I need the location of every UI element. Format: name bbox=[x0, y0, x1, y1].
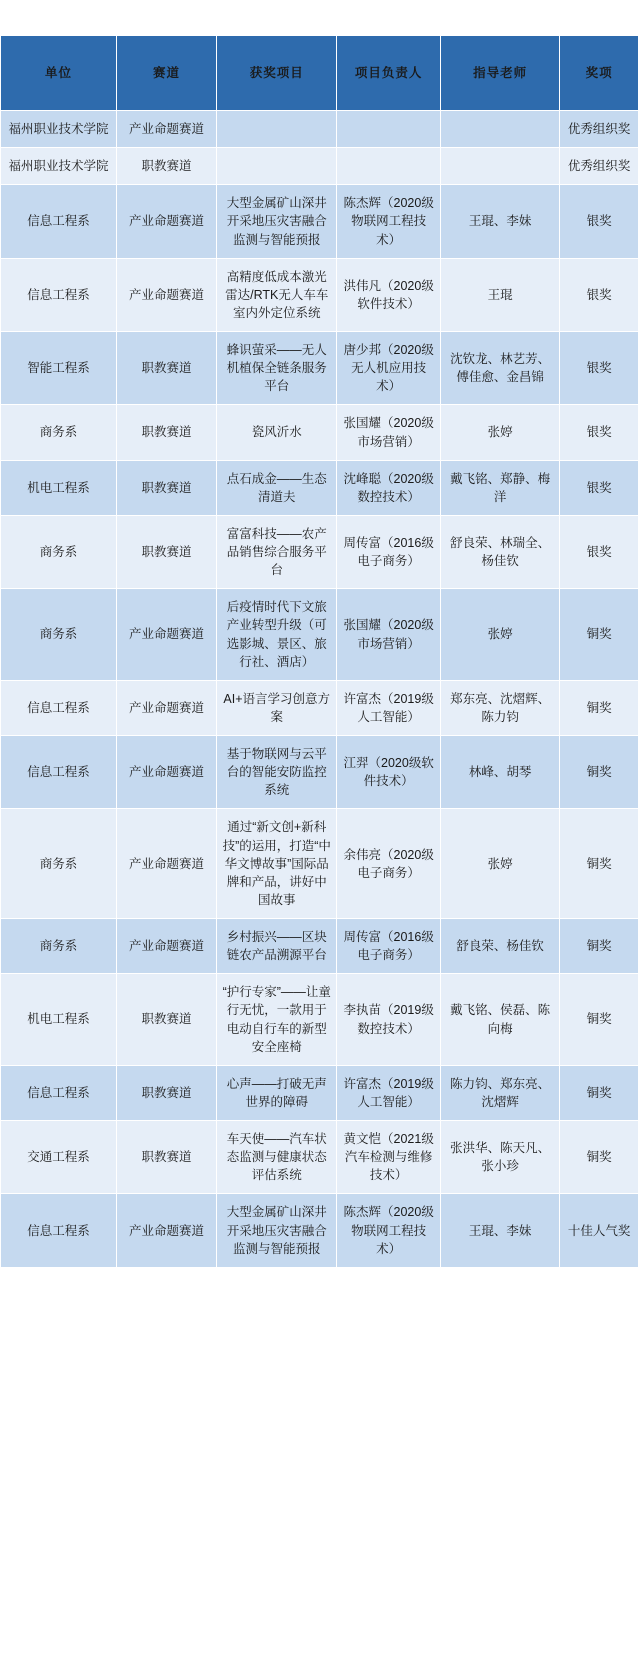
cell-teacher: 王琨 bbox=[440, 258, 559, 331]
table-row bbox=[1, 185, 639, 258]
cell-leader: 江羿（2020级软件技术） bbox=[337, 736, 441, 809]
table-header-row bbox=[1, 36, 639, 111]
cell-award: 铜奖 bbox=[560, 809, 639, 919]
cell-award: 银奖 bbox=[560, 405, 639, 460]
cell-project: “护行专家”——让童行无忧，一款用于电动自行车的新型安全座椅 bbox=[217, 974, 337, 1066]
cell-track: 职教赛道 bbox=[116, 148, 216, 185]
cell-project: 点石成金——生态清道夫 bbox=[217, 460, 337, 515]
cell-leader: 周传富（2016级电子商务） bbox=[337, 515, 441, 588]
cell-teacher bbox=[440, 111, 559, 148]
cell-unit: 商务系 bbox=[1, 589, 117, 681]
cell-unit: 交通工程系 bbox=[1, 1121, 117, 1194]
cell-award: 银奖 bbox=[560, 515, 639, 588]
cell-award: 铜奖 bbox=[560, 974, 639, 1066]
cell-project: 富富科技——农产品销售综合服务平台 bbox=[217, 515, 337, 588]
cell-unit: 商务系 bbox=[1, 405, 117, 460]
cell-teacher: 张洪华、陈天凡、张小珍 bbox=[440, 1121, 559, 1194]
cell-project: 蜂识萤采——无人机植保全链条服务平台 bbox=[217, 332, 337, 405]
table-row bbox=[1, 405, 639, 460]
cell-track: 产业命题赛道 bbox=[116, 589, 216, 681]
cell-track: 职教赛道 bbox=[116, 332, 216, 405]
cell-teacher: 张婷 bbox=[440, 809, 559, 919]
cell-teacher: 郑东亮、沈熠辉、陈力钧 bbox=[440, 680, 559, 735]
cell-teacher: 林峰、胡琴 bbox=[440, 736, 559, 809]
cell-teacher: 戴飞铭、郑静、梅洋 bbox=[440, 460, 559, 515]
cell-project: 基于物联网与云平台的智能安防监控系统 bbox=[217, 736, 337, 809]
cell-award: 铜奖 bbox=[560, 680, 639, 735]
cell-teacher: 王琨、李妹 bbox=[440, 1194, 559, 1267]
cell-award: 铜奖 bbox=[560, 736, 639, 809]
cell-teacher: 舒良荣、林瑞全、杨佳钦 bbox=[440, 515, 559, 588]
cell-leader: 张国耀（2020级市场营销） bbox=[337, 405, 441, 460]
table-row bbox=[1, 460, 639, 515]
table-row bbox=[1, 258, 639, 331]
cell-track: 产业命题赛道 bbox=[116, 111, 216, 148]
cell-unit: 信息工程系 bbox=[1, 680, 117, 735]
cell-track: 产业命题赛道 bbox=[116, 258, 216, 331]
table-row bbox=[1, 148, 639, 185]
cell-award: 优秀组织奖 bbox=[560, 148, 639, 185]
column-header-leader: 项目负责人 bbox=[337, 36, 441, 111]
cell-leader: 唐少邦（2020级无人机应用技术） bbox=[337, 332, 441, 405]
table-row bbox=[1, 1121, 639, 1194]
cell-leader: 陈杰辉（2020级物联网工程技术） bbox=[337, 1194, 441, 1267]
cell-award: 银奖 bbox=[560, 185, 639, 258]
cell-track: 产业命题赛道 bbox=[116, 919, 216, 974]
table-top-spacer bbox=[1, 1, 639, 36]
cell-project: 后疫情时代下文旅产业转型升级（可选影城、景区、旅行社、酒店） bbox=[217, 589, 337, 681]
cell-leader: 许富杰（2019级人工智能） bbox=[337, 1065, 441, 1120]
cell-leader: 黄文恺（2021级汽车检测与维修技术） bbox=[337, 1121, 441, 1194]
cell-leader: 许富杰（2019级人工智能） bbox=[337, 680, 441, 735]
cell-teacher bbox=[440, 148, 559, 185]
cell-track: 产业命题赛道 bbox=[116, 680, 216, 735]
table-row bbox=[1, 515, 639, 588]
cell-award: 铜奖 bbox=[560, 1065, 639, 1120]
cell-award: 十佳人气奖 bbox=[560, 1194, 639, 1267]
cell-award: 银奖 bbox=[560, 332, 639, 405]
cell-project: 通过“新文创+新科技”的运用，打造“中华文博故事”国际品牌和产品，讲好中国故事 bbox=[217, 809, 337, 919]
cell-teacher: 陈力钧、郑东亮、沈熠辉 bbox=[440, 1065, 559, 1120]
cell-track: 职教赛道 bbox=[116, 405, 216, 460]
column-header-project: 获奖项目 bbox=[217, 36, 337, 111]
column-header-track: 赛道 bbox=[116, 36, 216, 111]
table-row bbox=[1, 974, 639, 1066]
cell-leader: 李执苗（2019级数控技术） bbox=[337, 974, 441, 1066]
cell-unit: 商务系 bbox=[1, 809, 117, 919]
table-row bbox=[1, 1065, 639, 1120]
cell-leader: 沈峰聪（2020级数控技术） bbox=[337, 460, 441, 515]
cell-project: 大型金属矿山深井开采地压灾害融合监测与智能预报 bbox=[217, 1194, 337, 1267]
table-row bbox=[1, 809, 639, 919]
cell-award: 银奖 bbox=[560, 460, 639, 515]
cell-project: AI+语言学习创意方案 bbox=[217, 680, 337, 735]
cell-track: 产业命题赛道 bbox=[116, 1194, 216, 1267]
cell-teacher: 张婷 bbox=[440, 589, 559, 681]
table-row bbox=[1, 1194, 639, 1267]
cell-unit: 信息工程系 bbox=[1, 1194, 117, 1267]
cell-unit: 智能工程系 bbox=[1, 332, 117, 405]
cell-track: 职教赛道 bbox=[116, 515, 216, 588]
cell-unit: 商务系 bbox=[1, 919, 117, 974]
cell-unit: 福州职业技术学院 bbox=[1, 148, 117, 185]
cell-track: 职教赛道 bbox=[116, 1121, 216, 1194]
cell-track: 职教赛道 bbox=[116, 460, 216, 515]
cell-leader: 洪伟凡（2020级软件技术） bbox=[337, 258, 441, 331]
cell-project: 乡村振兴——区块链农产品溯源平台 bbox=[217, 919, 337, 974]
cell-award: 铜奖 bbox=[560, 589, 639, 681]
cell-project bbox=[217, 111, 337, 148]
cell-unit: 福州职业技术学院 bbox=[1, 111, 117, 148]
table-header bbox=[1, 1, 639, 111]
cell-leader bbox=[337, 148, 441, 185]
cell-unit: 机电工程系 bbox=[1, 974, 117, 1066]
column-header-teacher: 指导老师 bbox=[440, 36, 559, 111]
column-header-award: 奖项 bbox=[560, 36, 639, 111]
cell-track: 职教赛道 bbox=[116, 974, 216, 1066]
cell-award: 银奖 bbox=[560, 258, 639, 331]
cell-leader: 周传富（2016级电子商务） bbox=[337, 919, 441, 974]
cell-unit: 信息工程系 bbox=[1, 1065, 117, 1120]
cell-project: 大型金属矿山深井开采地压灾害融合监测与智能预报 bbox=[217, 185, 337, 258]
cell-track: 产业命题赛道 bbox=[116, 185, 216, 258]
table-row bbox=[1, 680, 639, 735]
table-row bbox=[1, 589, 639, 681]
cell-project: 心声——打破无声世界的障碍 bbox=[217, 1065, 337, 1120]
cell-track: 产业命题赛道 bbox=[116, 736, 216, 809]
cell-unit: 信息工程系 bbox=[1, 185, 117, 258]
cell-unit: 信息工程系 bbox=[1, 258, 117, 331]
cell-unit: 商务系 bbox=[1, 515, 117, 588]
table-row bbox=[1, 919, 639, 974]
cell-leader: 余伟亮（2020级电子商务） bbox=[337, 809, 441, 919]
column-header-unit: 单位 bbox=[1, 36, 117, 111]
table-row bbox=[1, 111, 639, 148]
cell-teacher: 沈钦龙、林艺芳、傅佳愈、金昌锦 bbox=[440, 332, 559, 405]
cell-project: 高精度低成本激光雷达/RTK无人车车室内外定位系统 bbox=[217, 258, 337, 331]
cell-project: 车天使——汽车状态监测与健康状态评估系统 bbox=[217, 1121, 337, 1194]
cell-teacher: 张婷 bbox=[440, 405, 559, 460]
cell-teacher: 舒良荣、杨佳钦 bbox=[440, 919, 559, 974]
cell-teacher: 王琨、李妹 bbox=[440, 185, 559, 258]
cell-project bbox=[217, 148, 337, 185]
cell-leader bbox=[337, 111, 441, 148]
cell-award: 铜奖 bbox=[560, 1121, 639, 1194]
table-row bbox=[1, 736, 639, 809]
cell-award: 优秀组织奖 bbox=[560, 111, 639, 148]
cell-teacher: 戴飞铭、侯磊、陈向梅 bbox=[440, 974, 559, 1066]
cell-track: 产业命题赛道 bbox=[116, 809, 216, 919]
cell-award: 铜奖 bbox=[560, 919, 639, 974]
cell-unit: 信息工程系 bbox=[1, 736, 117, 809]
cell-track: 职教赛道 bbox=[116, 1065, 216, 1120]
cell-unit: 机电工程系 bbox=[1, 460, 117, 515]
table-body bbox=[1, 111, 639, 1268]
cell-leader: 张国耀（2020级市场营销） bbox=[337, 589, 441, 681]
cell-project: 瓷风沂水 bbox=[217, 405, 337, 460]
cell-leader: 陈杰辉（2020级物联网工程技术） bbox=[337, 185, 441, 258]
table-row bbox=[1, 332, 639, 405]
